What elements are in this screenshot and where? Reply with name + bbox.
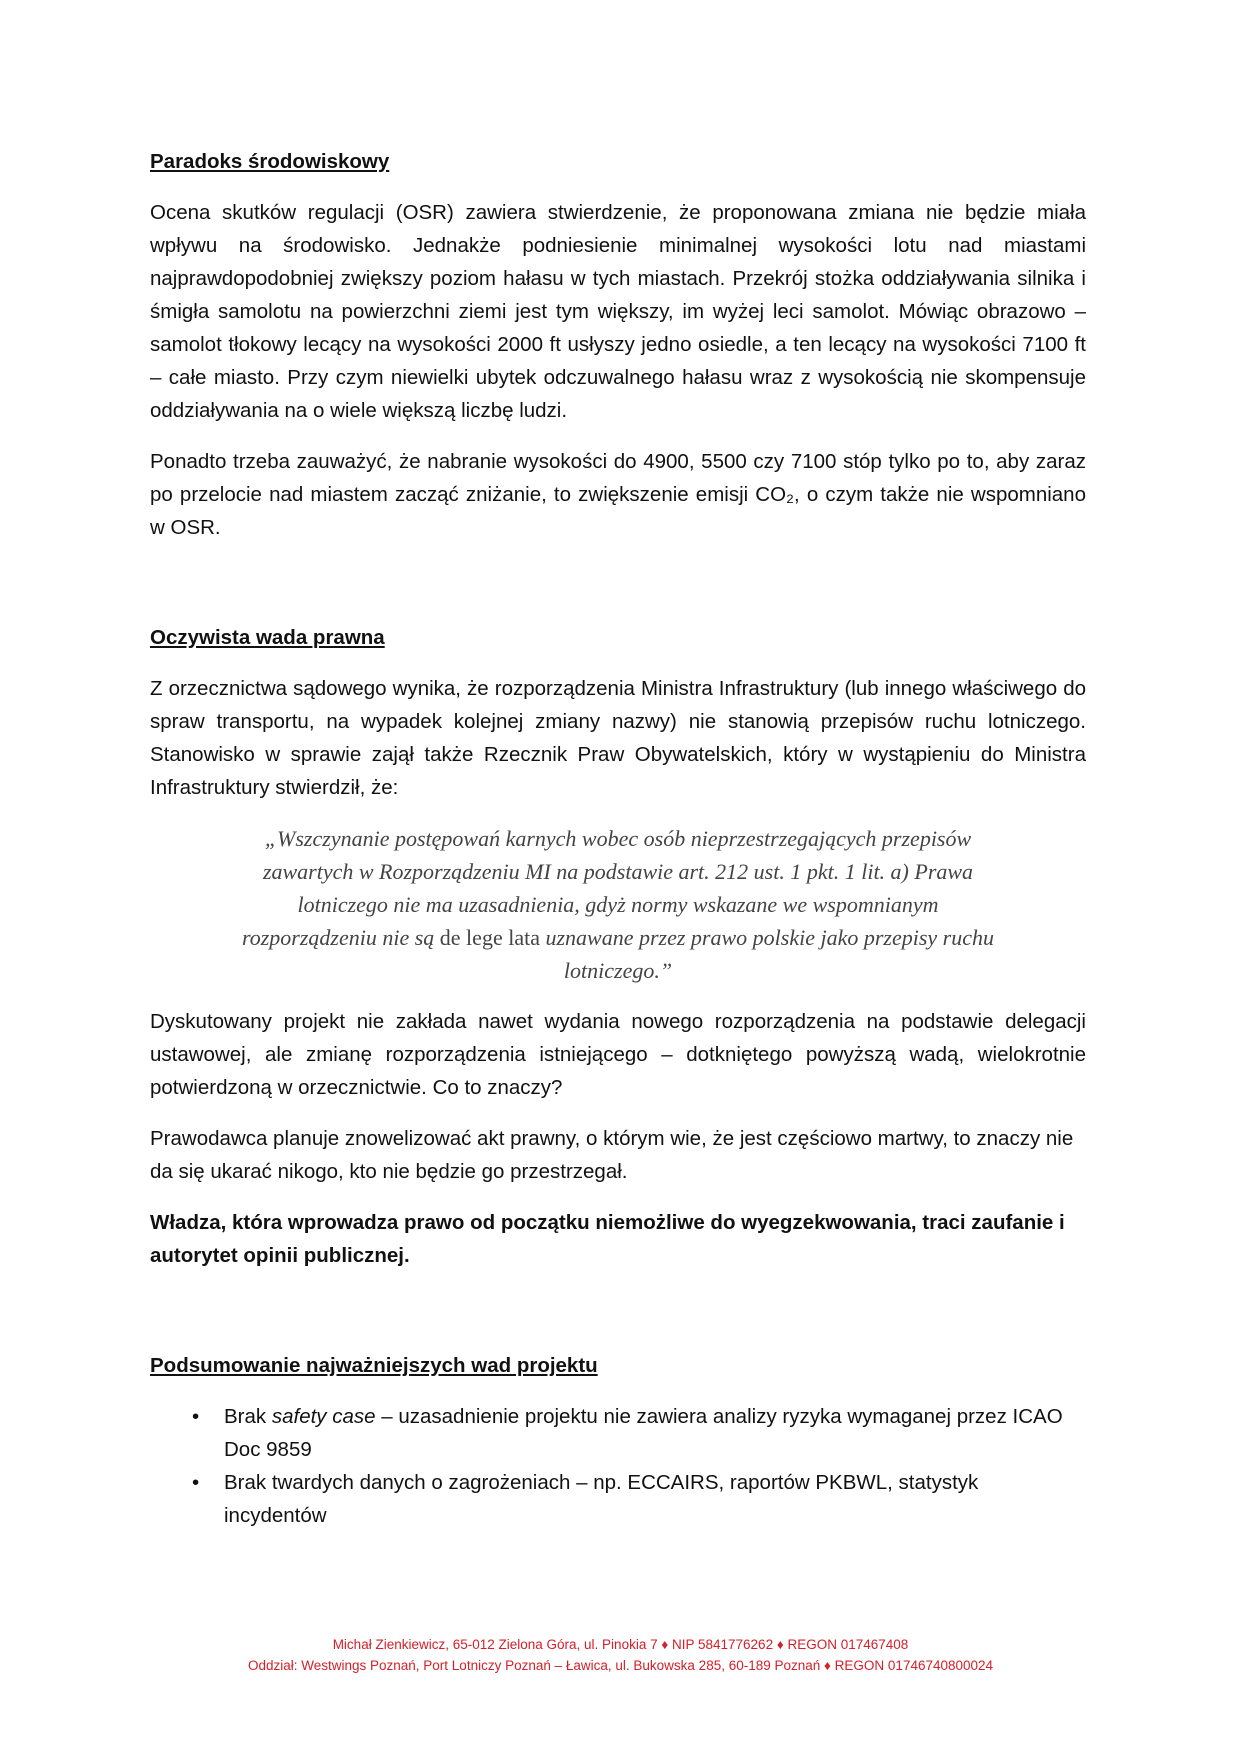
section-spacer — [150, 562, 1086, 624]
paragraph-legal-3: Prawodawca planuje znowelizować akt prawny, o którym wie, że jest częściowo martwy, to znaczy nie da się ukarać nikogo, kto nie będzie go przestrzegał. — [150, 1127, 1074, 1183]
quote-text-2: uznawane przez prawo polskie jako przepisy ruchu lotniczego.” — [539, 925, 994, 983]
section-heading-legal-defect: Oczywista wada prawna — [150, 626, 385, 649]
paragraph-environment-1: Ocena skutków regulacji (OSR) zawiera stwierdzenie, że proponowana zmiana nie będzie miała wpływu na środowisko. Jednakże podniesienie minimalnej wysokości lotu nad miastami najprawdopodobniej zwiększy poziom hałasu w tych miastach. Przekrój stożka oddziaływania silnika i śmigła samolotu na powierzchni ziemi jest tym większy, im wyżej leci samolot. Mówiąc obrazowo – samolot tłokowy lecący na wysokości 2000 ft usłyszy jedno osiedle, a ten lecący na wysokości 7100 ft – całe miasto. Przy czym niewielki ubytek odczuwalnego hałasu wraz z wysokością nie skompensuje oddziaływania na o wiele większą liczbę ludzi. — [150, 201, 1086, 422]
bullet-icon: • — [192, 1471, 200, 1494]
footer-line-branch: Oddział: Westwings Poznań, Port Lotniczy Poznań – Ławica, ul. Bukowska 285, 60-189 Poznań ♦ REGON 01746740800024 — [247, 1658, 994, 1673]
paragraph-legal-2: Dyskutowany projekt nie zakłada nawet wydania nowego rozporządzenia na podstawie delegacji ustawowej, ale zmianę rozporządzenia istniejącego – dotkniętego powyższą wadą, wielokrotnie potwierdzoną w orzecznictwie. Co to znaczy? — [150, 1010, 1086, 1099]
paragraph-conclusion: Władza, która wprowadza prawo od początku niemożliwe do wyegzekwowania, traci zaufanie i autorytet opinii publicznej. — [150, 1211, 1065, 1267]
page-footer — [0, 1634, 1241, 1676]
quote-latin-term: de lege lata — [439, 925, 540, 950]
bullet-icon: • — [192, 1405, 200, 1428]
summary-list — [150, 1400, 1086, 1532]
paragraph-environment-2: Ponadto trzeba zauważyć, że nabranie wysokości do 4900, 5500 czy 7100 stóp tylko po to, aby zaraz po przelocie nad miastem zacząć zniżanie, to zwiększenie emisji CO₂, o czym także nie wspomniano w OSR. — [150, 450, 1086, 539]
rpo-quote — [238, 822, 998, 987]
list-item: • Brak safety case – uzasadnienie projektu nie zawiera analizy ryzyka wymaganej przez ICAO Doc 9859 — [150, 1400, 1086, 1466]
section-heading-summary: Podsumowanie najważniejszych wad projektu — [150, 1354, 598, 1377]
emphasis-text: safety case — [271, 1405, 376, 1428]
section-spacer — [150, 1290, 1086, 1352]
section-heading-environment: Paradoks środowiskowy — [150, 150, 390, 173]
document-body — [150, 148, 1086, 1532]
quote-text-1: „Wszczynanie postępowań karnych wobec osób nieprzestrzegających przepisów zawartych w Rozporządzeniu MI na podstawie art. 212 ust. 1 pkt. 1 lit. a) Prawa lotniczego nie ma uzasadnienia, gdyż normy wskazane we wspomnianym rozporządzeniu nie są — [241, 826, 974, 950]
footer-line-address: Michał Zienkiewicz, 65-012 Zielona Góra, ul. Pinokia 7 ♦ NIP 5841776262 ♦ REGON 017467408 — [332, 1637, 909, 1652]
paragraph-legal-intro: Z orzecznictwa sądowego wynika, że rozporządzenia Ministra Infrastruktury (lub innego właściwego do spraw transportu, na wypadek kolejnej zmiany nazwy) nie stanowią przepisów ruchu lotniczego. Stanowisko w sprawie zajął także Rzecznik Praw Obywatelskich, który w wystąpieniu do Ministra Infrastruktury stwierdził, że: — [150, 677, 1086, 799]
list-item: • Brak twardych danych o zagrożeniach – np. ECCAIRS, raportów PKBWL, statystyk incydentów — [150, 1466, 1086, 1532]
